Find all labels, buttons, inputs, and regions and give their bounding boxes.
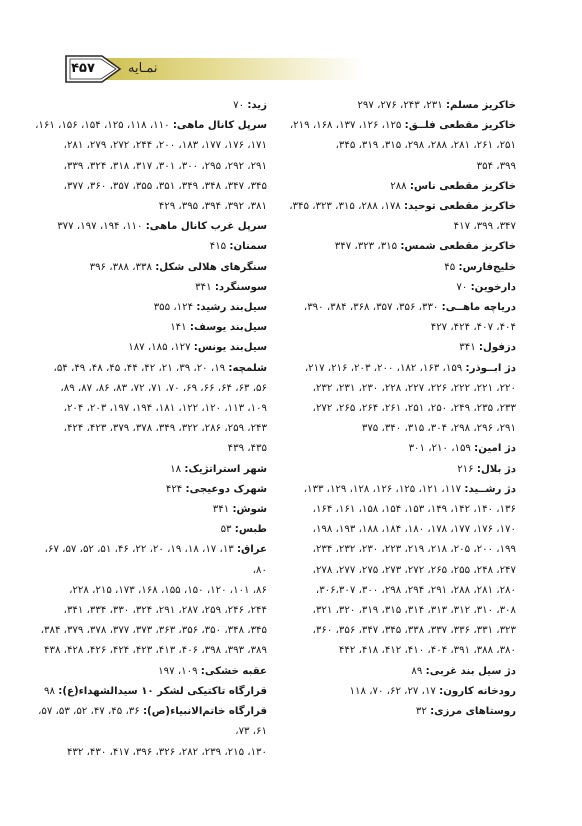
index-entry xyxy=(280,359,516,440)
index-term: شهر استراتژیک: xyxy=(184,463,267,475)
index-term: دژ بلال: xyxy=(476,463,516,475)
index-pages-continued: ۳۴۵، ۳۴۷، ۳۴۸، ۳۴۹، ۳۵۱، ۳۵۵، ۳۵۷، ۳۶۰، ۳۷۷، xyxy=(63,180,267,192)
index-pages: ۱۵۹، ۲۱۰، ۳۰۱ xyxy=(408,443,471,455)
index-term: سیل‌بند رشید: xyxy=(196,302,267,314)
index-pages: ۳۴۱ xyxy=(212,504,230,516)
index-entry xyxy=(280,662,516,682)
index-pages-continued: ۱۰۹، ۱۱۳، ۱۲۰، ۱۲۲، ۱۸۱، ۱۹۴، ۱۹۷، ۲۰۳، ۲۰۴، xyxy=(63,403,267,415)
index-term: خاکریز مقطعی ناس: xyxy=(409,180,516,192)
index-entry xyxy=(29,96,267,116)
index-term: قرارگاه تاکتیکی لشکر ۱۰ سیدالشهداء(ع): xyxy=(58,685,267,697)
index-term: روستاهای مرزی: xyxy=(430,706,516,718)
index-pages: ۹۸ xyxy=(44,685,55,697)
index-pages: ۱۷، ۲۷، ۶۲، ۷۰، ۱۱۸ xyxy=(349,685,436,697)
index-pages-continued: ۲۳۳، ۲۳۵، ۲۴۹، ۲۵۰، ۲۵۱، ۲۶۱، ۲۶۴، ۲۶۵، ۲۷۲، xyxy=(312,403,516,415)
index-pages-continued: ۵۶، ۶۳، ۶۴، ۶۶، ۶۹، ۷۰، ۷۱، ۷۲، ۸۳، ۸۶، ۸۷، ۸۹، xyxy=(60,382,267,394)
index-term: سرپل غرب کانال ماهی: xyxy=(145,221,267,233)
index-pages: ۳۶، ۴۵، ۴۷، ۵۲، ۵۳، ۵۷، ۶۱، ۷۳، xyxy=(38,706,267,738)
index-pages: ۳۴۱ xyxy=(459,342,476,354)
index-entry xyxy=(29,318,267,338)
index-pages-continued: ۳۴۷، ۳۹۹، ۴۱۷ xyxy=(453,221,516,233)
index-term: سیل‌بند یونس: xyxy=(193,342,267,354)
index-entry xyxy=(29,500,267,520)
index-entry xyxy=(29,480,267,500)
index-pages-continued: ۱۹۹، ۲۰۰، ۲۰۵، ۲۱۸، ۲۱۹، ۲۲۳، ۲۳۰، ۲۳۲، ۲۳۴، xyxy=(312,544,516,556)
index-term: خلیج‌فارس: xyxy=(458,261,516,273)
index-entry xyxy=(29,520,267,540)
running-header xyxy=(0,0,582,98)
index-term: خاکریز مقطعی شمس: xyxy=(400,241,516,253)
index-term: زید: xyxy=(247,100,267,111)
index-entry xyxy=(280,298,516,338)
index-term: دزفول: xyxy=(478,342,516,354)
index-pages-continued: ۱۷۱، ۱۷۶، ۱۷۷، ۱۸۳، ۲۰۰، ۲۴۴، ۲۷۲، ۲۷۹، ۲۸۱، xyxy=(63,140,267,152)
index-entry xyxy=(280,96,516,116)
index-pages: ۱۰۹، ۱۹۷ xyxy=(158,665,198,677)
index-term: سرپل کانال ماهی: xyxy=(172,120,267,132)
index-pages-continued: ۲۴۷، ۲۴۸، ۲۵۵، ۲۶۵، ۲۷۲، ۲۷۳، ۲۷۵، ۲۷۷، ۲۷۸، xyxy=(312,564,516,576)
index-pages: ۱۷۸، ۲۸۸، ۳۱۵، ۳۲۳، ۳۴۵، xyxy=(289,201,401,213)
index-term: خاکریز مسلم: xyxy=(445,100,516,111)
index-pages: ۲۱۶ xyxy=(457,463,474,475)
index-term: عراق: xyxy=(237,544,267,556)
index-entry xyxy=(29,338,267,358)
index-entry xyxy=(280,460,516,480)
index-pages-continued: ۱۳۶، ۱۴۰، ۱۴۲، ۱۴۹، ۱۵۳، ۱۵۴، ۱۵۸، ۱۶۱، ۱۶۴، xyxy=(312,504,516,516)
index-entry xyxy=(280,439,516,459)
index-term: دژ ابــوذر: xyxy=(465,362,516,374)
index-pages-continued: ۴۰۴، ۴۰۷، ۴۲۴، ۴۲۷ xyxy=(430,322,516,334)
index-pages: ۴۵ xyxy=(444,261,456,273)
index-pages: ۱۵۹، ۱۶۳، ۱۸۲، ۲۰۰، ۲۰۳، ۲۱۶، ۲۱۷، xyxy=(304,362,463,374)
index-pages: ۱۲۴، ۳۵۵ xyxy=(153,302,194,314)
index-pages: ۱۳، ۱۷، ۱۸، ۱۹، ۲۰، ۲۲، ۴۶، ۵۱، ۵۲، ۵۷، ۶۷، ۸۰، xyxy=(44,544,267,576)
index-pages: ۱۱۰، ۱۹۴، ۱۹۷، ۳۷۷ xyxy=(57,221,143,233)
index-pages: ۸۹ xyxy=(411,665,423,677)
index-entry xyxy=(29,682,267,702)
index-pages-continued: ۲۲۰، ۲۲۱، ۲۲۲، ۲۲۶، ۲۲۷، ۲۲۸، ۲۳۰، ۲۳۱، ۲۳۲، xyxy=(312,382,516,394)
index-entry xyxy=(29,258,267,278)
index-pages-continued: ۱۷۰، ۱۷۶، ۱۷۷، ۱۷۸، ۱۸۰، ۱۸۴، ۱۸۸، ۱۹۳، ۱۹۸، xyxy=(312,524,516,536)
index-pages-continued: ۳۰۸، ۳۱۰، ۳۱۲، ۳۱۳، ۳۱۴، ۳۱۵، ۳۱۹، ۳۲۰، ۳۲۱، xyxy=(312,605,516,617)
index-pages-continued: ۲۵۱، ۲۶۱، ۲۸۱، ۲۸۸، ۲۹۸، ۳۱۵، ۳۱۹، ۳۴۵، xyxy=(335,140,516,152)
index-entry xyxy=(280,278,516,298)
index-term: سمنان: xyxy=(229,241,267,253)
index-column-right xyxy=(280,96,516,722)
index-pages: ۱۱۰، ۱۱۸، ۱۲۵، ۱۵۴، ۱۵۶، ۱۶۱، xyxy=(35,120,170,132)
index-pages-continued: ۲۹۱، ۲۹۶، ۲۹۸، ۳۰۴، ۳۱۵، ۳۴۰، ۳۷۵ xyxy=(361,423,516,435)
index-pages-continued: ۳۸۹، ۳۹۳، ۳۹۸، ۴۰۶، ۴۱۳، ۴۲۳، ۴۲۴، ۴۲۶، ۴۲۸، ۴۳۸ xyxy=(44,645,267,657)
index-pages: ۷۰ xyxy=(456,281,468,293)
index-pages: ۱۲۷، ۱۸۵، ۱۸۷ xyxy=(128,342,191,354)
index-pages: ۳۱۵، ۳۲۳، ۳۴۷ xyxy=(334,241,398,253)
index-pages: ۵۳ xyxy=(220,524,232,536)
index-pages-continued: ۴۳۵، ۴۳۹ xyxy=(227,443,267,455)
index-pages-continued: ۳۲۳، ۳۳۱، ۳۳۶، ۳۳۷، ۳۳۸، ۳۴۵، ۳۴۷، ۳۵۶، ۳۶۰، xyxy=(312,625,516,637)
index-pages-continued: ۳۸۱، ۳۹۲، ۳۹۴، ۳۹۵، ۴۲۹ xyxy=(158,201,267,213)
running-title: نمـایه xyxy=(128,61,158,76)
index-term: رودخانه کارون: xyxy=(439,685,516,697)
index-pages-continued: ۸۶، ۱۰۱، ۱۲۰، ۱۵۰، ۱۵۵، ۱۶۸، ۱۷۳، ۲۱۵، ۲۲۸، xyxy=(69,584,267,596)
index-entry xyxy=(280,237,516,257)
index-term: خاکریز مقطعی توحید: xyxy=(404,201,516,213)
index-pages: ۲۸۸ xyxy=(390,180,407,192)
index-entry xyxy=(280,702,516,722)
index-pages: ۴۱۵ xyxy=(209,241,227,253)
index-pages: ۱۲۵، ۱۲۶، ۱۳۷، ۱۶۸، ۲۱۹، xyxy=(289,120,402,132)
index-entry xyxy=(29,298,267,318)
page-number: ۴۵۷ xyxy=(71,61,95,76)
index-pages-continued: ۳۴۵، ۳۴۸، ۳۵۰، ۳۵۶، ۳۶۳، ۳۷۳، ۳۷۷، ۳۷۸، ۳۷۹، ۳۸۴، xyxy=(40,625,267,637)
index-term: شوش: xyxy=(232,504,267,516)
index-pages: ۴۲۴ xyxy=(165,483,183,495)
index-entry xyxy=(29,460,267,480)
index-pages: ۳۳۰، ۳۵۶، ۳۵۷، ۳۶۸، ۳۸۴، ۳۹۰، xyxy=(303,302,439,314)
index-entry xyxy=(280,116,516,177)
index-pages-continued: ۲۹۱، ۲۹۲، ۲۹۵، ۳۰۰، ۳۰۱، ۳۱۷، ۳۱۸، ۳۲۴، ۳۳۹، xyxy=(63,160,267,172)
index-pages: ۱۹، ۲۰، ۳۹، ۲۱، ۴۲، ۴۴، ۴۵، ۴۸، ۴۹، ۵۴، xyxy=(53,362,226,374)
index-entry xyxy=(29,359,267,460)
index-entry xyxy=(29,702,267,763)
index-pages: ۱۸ xyxy=(170,463,182,475)
index-entry xyxy=(29,662,267,682)
index-term: طبس: xyxy=(234,524,267,536)
index-entry xyxy=(280,258,516,278)
index-entry xyxy=(280,197,516,237)
index-entry xyxy=(280,177,516,197)
index-term: دارخوین: xyxy=(470,281,516,293)
index-entry xyxy=(29,237,267,257)
index-pages-continued: ۳۸۰، ۳۸۸، ۳۹۱، ۴۰۴، ۴۱۰، ۴۱۲، ۴۱۸، ۴۴۲ xyxy=(338,645,516,657)
index-entry xyxy=(280,338,516,358)
index-pages-continued: ۲۴۳، ۲۵۹، ۲۸۶، ۳۲۲، ۳۴۹، ۳۷۸، ۳۷۹، ۴۲۳، ۴۲۴، xyxy=(63,423,267,435)
index-term: دژ رشــید: xyxy=(464,483,516,495)
index-pages: ۳۴۱ xyxy=(195,281,212,293)
index-pages: ۳۳۸، ۳۸۸، ۳۹۶ xyxy=(89,261,152,273)
index-pages: ۱۱۷، ۱۲۱، ۱۲۵، ۱۲۶، ۱۲۸، ۱۲۹، ۱۳۳، xyxy=(303,483,462,495)
index-entry xyxy=(29,540,267,661)
index-term: سنگرهای هلالی شکل: xyxy=(155,261,267,273)
index-term: سیل‌بند یوسف: xyxy=(189,322,267,334)
index-term: دژ امین: xyxy=(474,443,516,455)
index-term: شهرک دوعیجی: xyxy=(185,483,267,495)
index-pages-continued: ۱۳۰، ۲۱۵، ۲۳۹، ۲۸۲، ۳۲۶، ۳۹۶، ۴۱۷، ۴۳۰، ۴۳۲ xyxy=(66,746,267,758)
index-term: عقبه خشکی: xyxy=(200,665,267,677)
index-term: قرارگاه خاتم‌الانبیاء(ص): xyxy=(142,706,267,718)
index-entry xyxy=(29,116,267,217)
page-number-badge xyxy=(64,54,128,84)
index-term: دژ سیل بند غربی: xyxy=(425,665,516,677)
index-entry xyxy=(280,682,516,702)
index-entry xyxy=(29,217,267,237)
index-column-left xyxy=(29,96,267,763)
index-pages: ۲۳۱، ۲۴۳، ۲۷۶، ۲۹۷ xyxy=(357,100,443,111)
index-pages-continued: ۳۹۹، ۳۵۴ xyxy=(476,160,516,172)
index-pages-continued: ۲۸۰، ۲۸۱، ۲۸۸، ۲۹۱، ۲۹۴، ۲۹۸، ۳۰۰، ۳۰۶،۳۰۷، xyxy=(315,584,516,596)
index-entry xyxy=(29,278,267,298)
index-pages: ۳۲ xyxy=(415,706,427,718)
index-term: خاکریز مقطعی فلــق: xyxy=(404,120,516,132)
index-term: شلمچه: xyxy=(228,362,267,374)
index-pages: ۱۴۱ xyxy=(170,322,187,334)
index-pages: ۷۰ xyxy=(233,100,245,111)
index-entry xyxy=(280,480,516,662)
index-term: دریاچه ماهــی: xyxy=(441,302,516,314)
index-term: سوسنگرد: xyxy=(214,281,267,293)
index-pages-continued: ۲۴۴، ۲۴۶، ۲۵۹، ۲۸۷، ۲۹۱، ۳۲۴، ۳۳۰، ۳۳۴، ۳۴۱، xyxy=(63,605,267,617)
